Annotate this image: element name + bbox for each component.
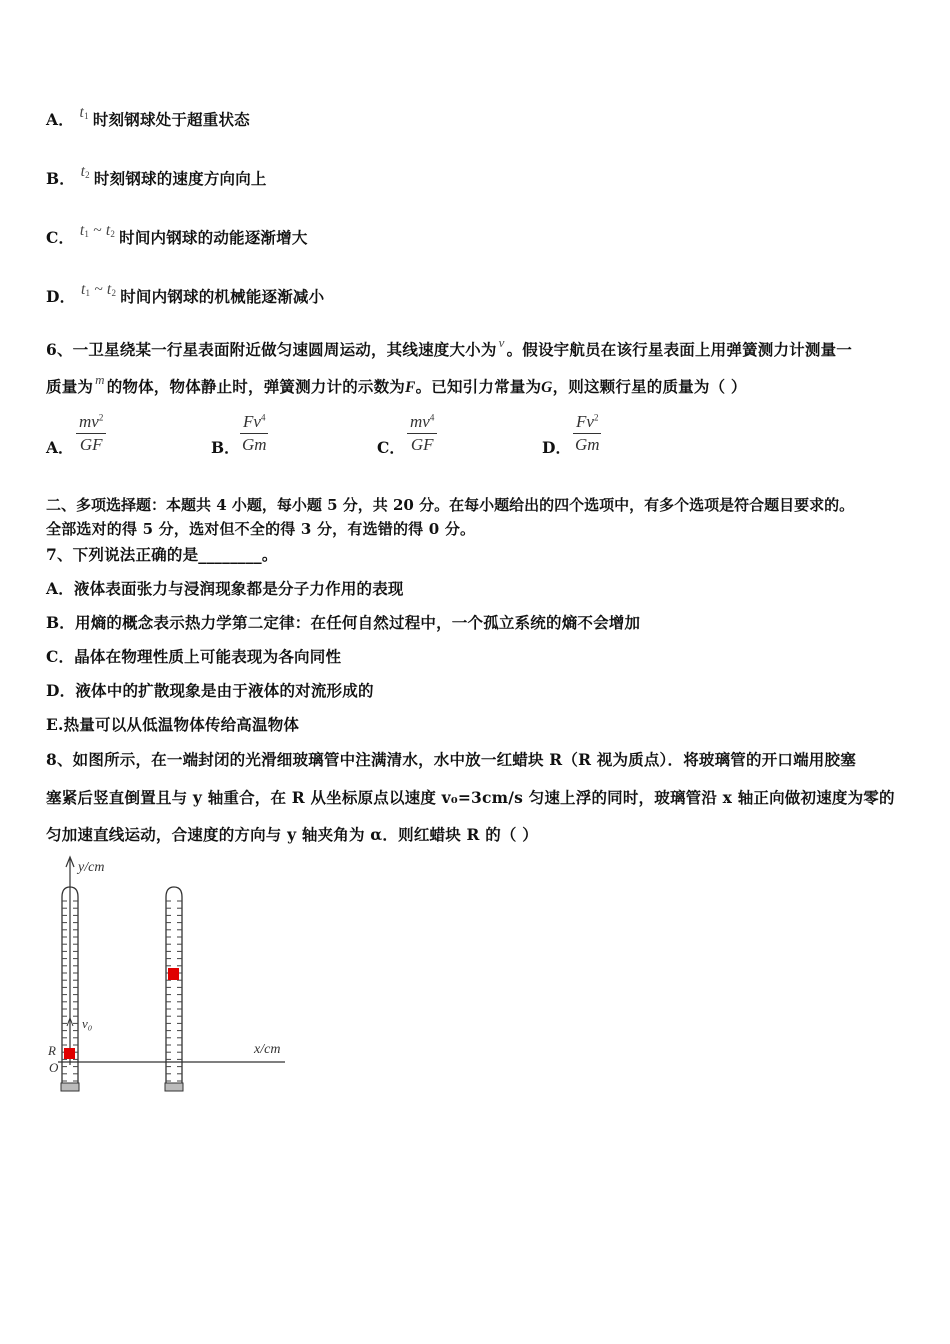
q8-stem-line2: 塞紧后竖直倒置且与 y 轴重合，在 R 从坐标原点以速度 v₀=3cm/s 匀速上浮的同时，玻璃管沿 x 轴正向做初速度为零的 (46, 788, 895, 807)
math-t1: $t_1$ (79, 104, 89, 121)
q6-option-b-label: B． (211, 438, 240, 457)
q7-option-b: B．用熵的概念表示热力学第二定律：在任何自然过程中，一个孤立系统的熵不会增加 (46, 613, 641, 632)
q6-option-a-formula: $\frac{mv^2}{GF}$ (76, 412, 106, 455)
q6-option-c-label: C． (377, 438, 405, 457)
q6-option-a-label: A． (46, 438, 74, 457)
velocity-label: v₀ (82, 1016, 93, 1031)
math-t1-t2: $t_1$ ~ $t_2$ (80, 281, 117, 298)
q7-option-a: A．液体表面张力与浸润现象都是分子力作用的表现 (46, 579, 404, 598)
q6-option-d-label: D． (542, 438, 571, 457)
r-label: R (48, 1043, 56, 1058)
q8-stem-line3: 匀加速直线运动，合速度的方向与 y 轴夹角为 α．则红蜡块 R 的（ ） (46, 825, 538, 844)
q5-option-c: C． $t_1$ ~ $t_2$ 时间内钢球的动能逐渐增大 (46, 222, 308, 247)
y-axis-label: y/cm (78, 860, 105, 875)
q6-option-d-formula: $\frac{Fv^2}{Gm}$ (574, 412, 600, 454)
q6-stem-line2: 质量为 $^m$ 的物体，物体静止时，弹簧测力计的示数为F。已知引力常量为G，则这颗行星的质量为（ ） (46, 372, 747, 396)
q6-option-b-formula: $\frac{Fv^4}{Gm}$ (241, 412, 267, 454)
glass-tube-right (165, 887, 183, 1091)
q7-stem: 7、下列说法正确的是________。 (46, 545, 278, 564)
math-t1-t2: $t_1$ ~ $t_2$ (79, 222, 116, 239)
q5-option-a: A． $t_1$ 时刻钢球处于超重状态 (46, 104, 250, 129)
section2-heading-line1: 二、多项选择题：本题共 4 小题，每小题 5 分，共 20 分。在每小题给出的四个选项中，有多个选项是符合题目要求的。 (46, 496, 855, 514)
q5-option-d: D． $t_1$ ~ $t_2$ 时间内钢球的机械能逐渐减小 (46, 281, 325, 306)
section2-heading-line2: 全部选对的得 5 分，选对但不全的得 3 分，有选错的得 0 分。 (46, 520, 476, 538)
q7-option-d: D．液体中的扩散现象是由于液体的对流形成的 (46, 681, 374, 700)
q5-option-b: B． $t_2$ 时刻钢球的速度方向向上 (46, 163, 267, 188)
q7-option-c: C．晶体在物理性质上可能表现为各向同性 (46, 647, 342, 666)
x-axis-label: x/cm (254, 1042, 281, 1057)
origin-label: O (49, 1060, 59, 1075)
q8-stem-line1: 8、如图所示，在一端封闭的光滑细玻璃管中注满清水，水中放一红蜡块 R（R 视为质点）．将玻璃管的开口端用胶塞 (46, 750, 856, 769)
glass-tube-figure (40, 855, 300, 1095)
q6-option-c-formula: $\frac{mv^4}{GF}$ (407, 412, 437, 455)
red-wax-block-moved (168, 968, 179, 980)
q7-option-e: E.热量可以从低温物体传给高温物体 (46, 715, 300, 734)
q6-stem-line1: 6、一卫星绕某一行星表面附近做匀速圆周运动，其线速度大小为 $^v$ 。假设宇航员在该行星表面上用弹簧测力计测量一 (46, 335, 852, 359)
math-t2: $t_2$ (80, 163, 90, 180)
red-wax-block-start (64, 1048, 75, 1059)
